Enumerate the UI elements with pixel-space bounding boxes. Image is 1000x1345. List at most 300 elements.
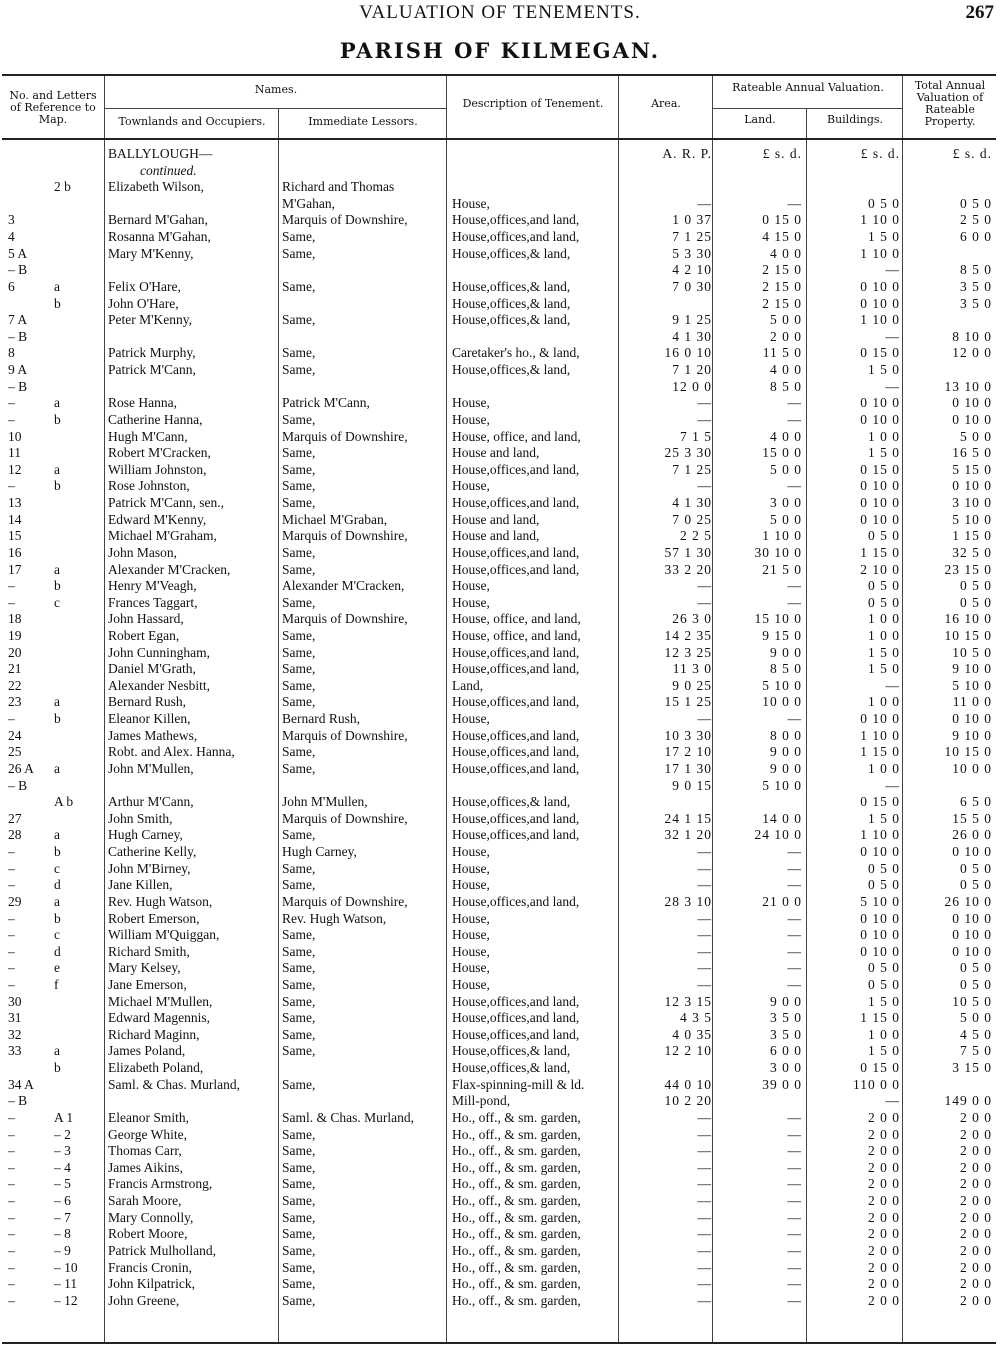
tenement-description: House, — [452, 478, 490, 494]
tenement-description: House, — [452, 977, 490, 992]
buildings-valuation: 0 10 0 — [860, 495, 900, 511]
buildings-valuation: 0 15 0 — [860, 1060, 900, 1076]
area-value: 4 1 30 — [672, 495, 712, 511]
area-value: 32 1 20 — [664, 827, 712, 843]
lessor-name: Same, — [282, 1209, 316, 1225]
buildings-valuation: 2 0 0 — [868, 1226, 900, 1242]
buildings-valuation: 1 10 0 — [860, 212, 900, 228]
total-valuation: 2 0 0 — [960, 1143, 992, 1159]
ref-number: – — [8, 594, 15, 610]
lessor-name: Saml. & Chas. Murland, — [282, 1109, 414, 1125]
buildings-valuation: 2 0 0 — [868, 1193, 900, 1209]
occupier-name: Jane Killen, — [108, 877, 173, 893]
ref-letter: a — [54, 1043, 60, 1059]
land-valuation: — — [787, 977, 802, 992]
ref-number: – — [8, 1109, 15, 1125]
buildings-valuation: 0 10 0 — [860, 411, 900, 427]
buildings-valuation: 110 0 0 — [853, 1076, 900, 1092]
lessor-name: Same, — [282, 1043, 316, 1059]
area-value: 2 2 5 — [680, 528, 712, 544]
land-valuation: — — [787, 578, 802, 594]
area-value: — — [697, 1126, 712, 1142]
land-valuation: 4 15 0 — [762, 229, 802, 245]
lessor-name: Same, — [282, 1259, 316, 1275]
occupier-name: Eleanor Smith, — [108, 1109, 189, 1125]
table-row — [2, 794, 996, 811]
total-valuation: 0 5 0 — [960, 594, 992, 610]
total-valuation: 2 0 0 — [960, 1126, 992, 1142]
occupier-name: John Kilpatrick, — [108, 1276, 195, 1292]
area-value: 57 1 30 — [664, 544, 712, 560]
lessor-name: Same, — [282, 1026, 316, 1042]
table-row — [2, 894, 996, 911]
ref-number: – — [8, 927, 15, 943]
total-valuation: 2 0 0 — [960, 1176, 992, 1192]
total-valuation: 26 10 0 — [944, 893, 992, 909]
buildings-valuation: 0 10 0 — [860, 927, 900, 943]
ref-number: – — [8, 1159, 15, 1175]
total-valuation: 10 15 0 — [944, 627, 992, 643]
tenement-description: House,offices,and land, — [452, 744, 580, 760]
header-rule — [104, 108, 446, 109]
ref-letter: – 11 — [54, 1276, 78, 1292]
land-valuation: 2 15 0 — [762, 295, 802, 311]
table-row — [2, 911, 996, 928]
tenement-description: House, — [452, 594, 490, 610]
ref-letter: – 9 — [54, 1242, 71, 1258]
buildings-valuation: 1 0 0 — [868, 1026, 900, 1042]
area-value: — — [697, 395, 712, 411]
ref-number: 10 — [8, 428, 22, 444]
table-row — [2, 994, 996, 1011]
buildings-valuation: 1 5 0 — [868, 993, 900, 1009]
ref-letter: A 1 — [54, 1109, 74, 1125]
lessor-name: Same, — [282, 1176, 316, 1192]
buildings-valuation: 0 5 0 — [868, 860, 900, 876]
occupier-name: Frances Taggart, — [108, 594, 198, 610]
area-value: 14 2 35 — [664, 627, 712, 643]
ref-number: – — [8, 960, 15, 976]
land-valuation: 30 10 0 — [754, 544, 802, 560]
ref-letter: a — [54, 395, 60, 411]
occupier-name: Francis Armstrong, — [108, 1176, 213, 1192]
total-valuation: 0 10 0 — [952, 478, 992, 494]
lessor-name: Same, — [282, 927, 316, 943]
lessor-name: Same, — [282, 677, 316, 693]
table-row — [2, 246, 996, 263]
area-value: — — [697, 478, 712, 494]
area-value: 7 0 30 — [672, 278, 712, 294]
occupier-name: George White, — [108, 1126, 187, 1142]
land-valuation: 14 0 0 — [762, 810, 802, 826]
ref-letter: e — [54, 960, 60, 976]
total-valuation: 6 0 0 — [960, 229, 992, 245]
tenement-description: House, — [452, 910, 490, 926]
buildings-valuation: 0 10 0 — [860, 478, 900, 494]
table-row — [2, 163, 996, 180]
tenement-description: House, office, and land, — [452, 611, 581, 627]
occupier-name: Alexander M'Cracken, — [108, 561, 231, 577]
area-value: 17 2 10 — [664, 744, 712, 760]
buildings-valuation: 0 10 0 — [860, 943, 900, 959]
occupier-name: Hugh Carney, — [108, 827, 183, 843]
total-valuation: 2 0 0 — [960, 1276, 992, 1292]
ref-number: 15 — [8, 528, 22, 544]
lessor-name: Same, — [282, 495, 316, 511]
lessor-name: Same, — [282, 760, 316, 776]
total-valuation: 2 0 0 — [960, 1159, 992, 1175]
tenement-description: House,offices,and land, — [452, 561, 580, 577]
area-value: 7 1 20 — [672, 362, 712, 378]
table-row — [2, 744, 996, 761]
table-row — [2, 279, 996, 296]
tenement-description: Land, — [452, 677, 484, 693]
ref-number: 16 — [8, 544, 22, 560]
table-row — [2, 694, 996, 711]
occupier-name: Saml. & Chas. Murland, — [108, 1076, 240, 1092]
ref-number: 27 — [8, 810, 22, 826]
land-valuation: 5 0 0 — [770, 511, 802, 527]
col-total-header: Total Annual Valuation of Rateable Property. — [914, 79, 986, 128]
lessor-name: Same, — [282, 627, 316, 643]
table-row — [2, 545, 996, 562]
buildings-valuation: 1 5 0 — [868, 362, 900, 378]
ref-number: 34 A — [8, 1076, 34, 1092]
col-townlands-header: Townlands and Occupiers. — [118, 115, 266, 128]
buildings-valuation: 1 0 0 — [868, 627, 900, 643]
total-valuation: 26 0 0 — [952, 827, 992, 843]
ref-letter: b — [54, 411, 61, 427]
ref-number: – B — [8, 262, 28, 278]
ref-letter: a — [54, 893, 60, 909]
land-valuation: 21 5 0 — [762, 561, 802, 577]
occupier-name: Elizabeth Wilson, — [108, 179, 204, 195]
ref-number: 25 — [8, 744, 22, 760]
ref-number: 11 — [8, 445, 21, 461]
page-header-title: VALUATION OF TENEMENTS. — [359, 2, 641, 23]
buildings-valuation: 1 15 0 — [860, 544, 900, 560]
tenement-description: House and land, — [452, 445, 540, 461]
ref-number: 22 — [8, 677, 22, 693]
buildings-valuation: 5 10 0 — [860, 893, 900, 909]
table-row — [2, 212, 996, 229]
land-valuation: — — [787, 1209, 802, 1225]
occupier-name: Richard Smith, — [108, 943, 190, 959]
table-row — [2, 1127, 996, 1144]
tenement-description: Ho., off., & sm. garden, — [452, 1242, 581, 1258]
table-row — [2, 179, 996, 196]
area-value: — — [697, 1109, 712, 1125]
area-value: 44 0 10 — [664, 1076, 712, 1092]
table-row — [2, 1226, 996, 1243]
land-valuation: 10 0 0 — [762, 694, 802, 710]
occupier-name: John Greene, — [108, 1292, 180, 1308]
area-value: 24 1 15 — [664, 810, 712, 826]
table-row — [2, 429, 996, 446]
buildings-valuation: 2 0 0 — [868, 1126, 900, 1142]
area-value: — — [697, 1259, 712, 1275]
occupier-name: John Smith, — [108, 810, 173, 826]
total-valuation: 15 5 0 — [952, 810, 992, 826]
occupier-name: continued. — [140, 162, 197, 178]
tenement-description: House,offices,& land, — [452, 362, 571, 378]
buildings-valuation: 1 5 0 — [868, 1043, 900, 1059]
total-valuation: 2 0 0 — [960, 1242, 992, 1258]
tenement-description: Ho., off., & sm. garden, — [452, 1209, 581, 1225]
total-valuation: 0 10 0 — [952, 711, 992, 727]
ref-number: 21 — [8, 661, 22, 677]
total-valuation: 0 10 0 — [952, 943, 992, 959]
tenement-description: House, — [452, 960, 490, 976]
land-valuation: — — [787, 943, 802, 959]
land-valuation: 9 0 0 — [770, 993, 802, 1009]
lessor-name: Same, — [282, 993, 316, 1009]
land-valuation: 15 0 0 — [762, 445, 802, 461]
area-value: 33 2 20 — [664, 561, 712, 577]
tenement-description: House,offices,& land, — [452, 245, 571, 261]
ref-letter: a — [54, 561, 60, 577]
occupier-name: John O'Hare, — [108, 295, 179, 311]
occupier-name: John M'Mullen, — [108, 760, 194, 776]
table-row — [2, 778, 996, 795]
occupier-name: John Hassard, — [108, 611, 184, 627]
occupier-name: Michael M'Graham, — [108, 528, 217, 544]
ref-letter: – 3 — [54, 1143, 71, 1159]
table-row — [2, 412, 996, 429]
table-row — [2, 827, 996, 844]
total-valuation: 10 15 0 — [944, 744, 992, 760]
total-valuation: 5 0 0 — [960, 1010, 992, 1026]
occupier-name: Robert Moore, — [108, 1226, 188, 1242]
ref-number: 24 — [8, 727, 22, 743]
table-row — [2, 1193, 996, 1210]
table-row — [2, 462, 996, 479]
buildings-valuation: 1 10 0 — [860, 727, 900, 743]
table-row — [2, 1276, 996, 1293]
lessor-name: Same, — [282, 744, 316, 760]
land-valuation: — — [787, 1276, 802, 1292]
ref-number: 17 — [8, 561, 22, 577]
ref-number: 31 — [8, 1010, 22, 1026]
total-valuation: 10 0 0 — [952, 760, 992, 776]
buildings-valuation: 1 0 0 — [868, 611, 900, 627]
area-value: — — [697, 877, 712, 893]
occupier-name: John M'Birney, — [108, 860, 191, 876]
ref-number: 8 — [8, 345, 15, 361]
ref-number: 7 A — [8, 312, 28, 328]
area-value: 28 3 10 — [664, 893, 712, 909]
buildings-valuation: 2 0 0 — [868, 1176, 900, 1192]
lessor-name: John M'Mullen, — [282, 794, 368, 810]
ref-number: – — [8, 910, 15, 926]
occupier-name: BALLYLOUGH— — [108, 146, 213, 161]
occupier-name: James Aikins, — [108, 1159, 184, 1175]
ref-number: – — [8, 1176, 15, 1192]
ref-number: – — [8, 411, 15, 427]
table-row — [2, 861, 996, 878]
lessor-name: Same, — [282, 345, 316, 361]
tenement-description: Ho., off., & sm. garden, — [452, 1159, 581, 1175]
header-rule — [712, 108, 902, 109]
total-valuation: 0 5 0 — [960, 960, 992, 976]
tenement-description: Caretaker's ho., & land, — [452, 345, 580, 361]
occupier-name: Alexander Nesbitt, — [108, 677, 210, 693]
land-valuation: — — [787, 877, 802, 893]
table-row — [2, 628, 996, 645]
table-row — [2, 312, 996, 329]
table-row — [2, 528, 996, 545]
total-valuation: 2 0 0 — [960, 1109, 992, 1125]
total-valuation: 11 0 0 — [952, 694, 992, 710]
area-value: — — [697, 860, 712, 876]
lessor-name: Same, — [282, 561, 316, 577]
total-valuation: 12 0 0 — [952, 345, 992, 361]
area-value: — — [697, 1276, 712, 1292]
ref-number: – — [8, 943, 15, 959]
lessor-name: Marquis of Downshire, — [282, 727, 408, 743]
area-value: — — [697, 1176, 712, 1192]
buildings-valuation: 0 5 0 — [868, 977, 900, 992]
total-valuation: 3 5 0 — [960, 295, 992, 311]
tenement-description: House,offices,and land, — [452, 544, 580, 560]
tenement-description: House, — [452, 844, 490, 860]
buildings-valuation: 0 5 0 — [868, 960, 900, 976]
table-row — [2, 445, 996, 462]
tenement-description: House, office, and land, — [452, 428, 581, 444]
occupier-name: Francis Cronin, — [108, 1259, 192, 1275]
area-value: 7 1 5 — [680, 428, 712, 444]
buildings-valuation: — — [885, 378, 900, 394]
area-value: 12 3 15 — [664, 993, 712, 1009]
tenement-description: House,offices,and land, — [452, 1026, 580, 1042]
page-number: 267 — [965, 2, 994, 23]
table-row — [2, 196, 996, 213]
ref-letter: d — [54, 943, 61, 959]
ref-letter: a — [54, 278, 60, 294]
lessor-name: Same, — [282, 1292, 316, 1308]
ref-number: – — [8, 977, 15, 992]
total-valuation: £ s. d. — [952, 146, 992, 161]
buildings-valuation: 2 0 0 — [868, 1292, 900, 1308]
table-row — [2, 478, 996, 495]
occupier-name: Edward M'Kenny, — [108, 511, 207, 527]
table-row — [2, 362, 996, 379]
ref-number: – — [8, 1276, 15, 1292]
total-valuation: 7 5 0 — [960, 1043, 992, 1059]
land-valuation: 5 0 0 — [770, 461, 802, 477]
total-valuation: 149 0 0 — [944, 1093, 992, 1109]
ref-number: 28 — [8, 827, 22, 843]
area-value: — — [697, 578, 712, 594]
land-valuation: 15 10 0 — [754, 611, 802, 627]
total-valuation: 9 10 0 — [952, 727, 992, 743]
land-valuation: 5 10 0 — [762, 777, 802, 793]
ref-number: – B — [8, 777, 28, 793]
land-valuation: — — [787, 1143, 802, 1159]
total-valuation: 0 10 0 — [952, 844, 992, 860]
ref-letter: – 7 — [54, 1209, 71, 1225]
total-valuation: 5 10 0 — [952, 511, 992, 527]
total-valuation: 3 5 0 — [960, 278, 992, 294]
lessor-name: Same, — [282, 943, 316, 959]
ref-number: 5 A — [8, 245, 28, 261]
ref-number: – — [8, 711, 15, 727]
table-row — [2, 1093, 996, 1110]
table-row — [2, 262, 996, 279]
ref-number: 19 — [8, 627, 22, 643]
area-value: 17 1 30 — [664, 760, 712, 776]
occupier-name: Richard Maginn, — [108, 1026, 200, 1042]
ref-number: – — [8, 578, 15, 594]
occupier-name: Jane Emerson, — [108, 977, 187, 992]
table-row — [2, 678, 996, 695]
ref-letter: a — [54, 760, 60, 776]
buildings-valuation: 2 0 0 — [868, 1109, 900, 1125]
table-row — [2, 379, 996, 396]
table-row — [2, 1143, 996, 1160]
ref-number: 6 — [8, 278, 15, 294]
ref-number: 23 — [8, 694, 22, 710]
area-value: — — [697, 910, 712, 926]
land-valuation: 9 0 0 — [770, 760, 802, 776]
area-value: A. R. P. — [662, 146, 712, 161]
table-row — [2, 229, 996, 246]
ref-letter: a — [54, 461, 60, 477]
lessor-name: Same, — [282, 661, 316, 677]
tenement-description: House,offices,and land, — [452, 644, 580, 660]
table-row — [2, 1110, 996, 1127]
land-valuation: 9 15 0 — [762, 627, 802, 643]
buildings-valuation: £ s. d. — [860, 146, 900, 161]
ref-letter: A b — [54, 794, 74, 810]
area-value: — — [697, 844, 712, 860]
total-valuation: 6 5 0 — [960, 794, 992, 810]
ref-letter: – 4 — [54, 1159, 71, 1175]
occupier-name: William M'Quiggan, — [108, 927, 220, 943]
tenement-description: House,offices,and land, — [452, 229, 580, 245]
land-valuation: 5 0 0 — [770, 312, 802, 328]
col-description-header: Description of Tenement. — [462, 97, 604, 110]
table-row — [2, 728, 996, 745]
buildings-valuation: 0 5 0 — [868, 195, 900, 211]
buildings-valuation: 1 5 0 — [868, 229, 900, 245]
ref-letter: c — [54, 594, 60, 610]
occupier-name: Patrick Mulholland, — [108, 1242, 216, 1258]
ref-number: 32 — [8, 1026, 22, 1042]
lessor-name: Richard and Thomas — [282, 179, 395, 195]
area-value: 7 1 25 — [672, 461, 712, 477]
tenement-description: House, — [452, 877, 490, 893]
tenement-description: House,offices,& land, — [452, 1043, 571, 1059]
occupier-name: Henry M'Veagh, — [108, 578, 197, 594]
tenement-description: House,offices,and land, — [452, 694, 580, 710]
land-valuation: — — [787, 927, 802, 943]
area-value: — — [697, 195, 712, 211]
total-valuation: 8 10 0 — [952, 328, 992, 344]
total-valuation: 2 5 0 — [960, 212, 992, 228]
buildings-valuation: 2 0 0 — [868, 1259, 900, 1275]
land-valuation: 9 0 0 — [770, 744, 802, 760]
ref-number: 20 — [8, 644, 22, 660]
table-row — [2, 960, 996, 977]
table-row — [2, 562, 996, 579]
ref-number: – — [8, 1259, 15, 1275]
occupier-name: James Mathews, — [108, 727, 198, 743]
buildings-valuation: 1 0 0 — [868, 694, 900, 710]
table-row — [2, 661, 996, 678]
occupier-name: Robert M'Cracken, — [108, 445, 211, 461]
ref-number: 3 — [8, 212, 15, 228]
